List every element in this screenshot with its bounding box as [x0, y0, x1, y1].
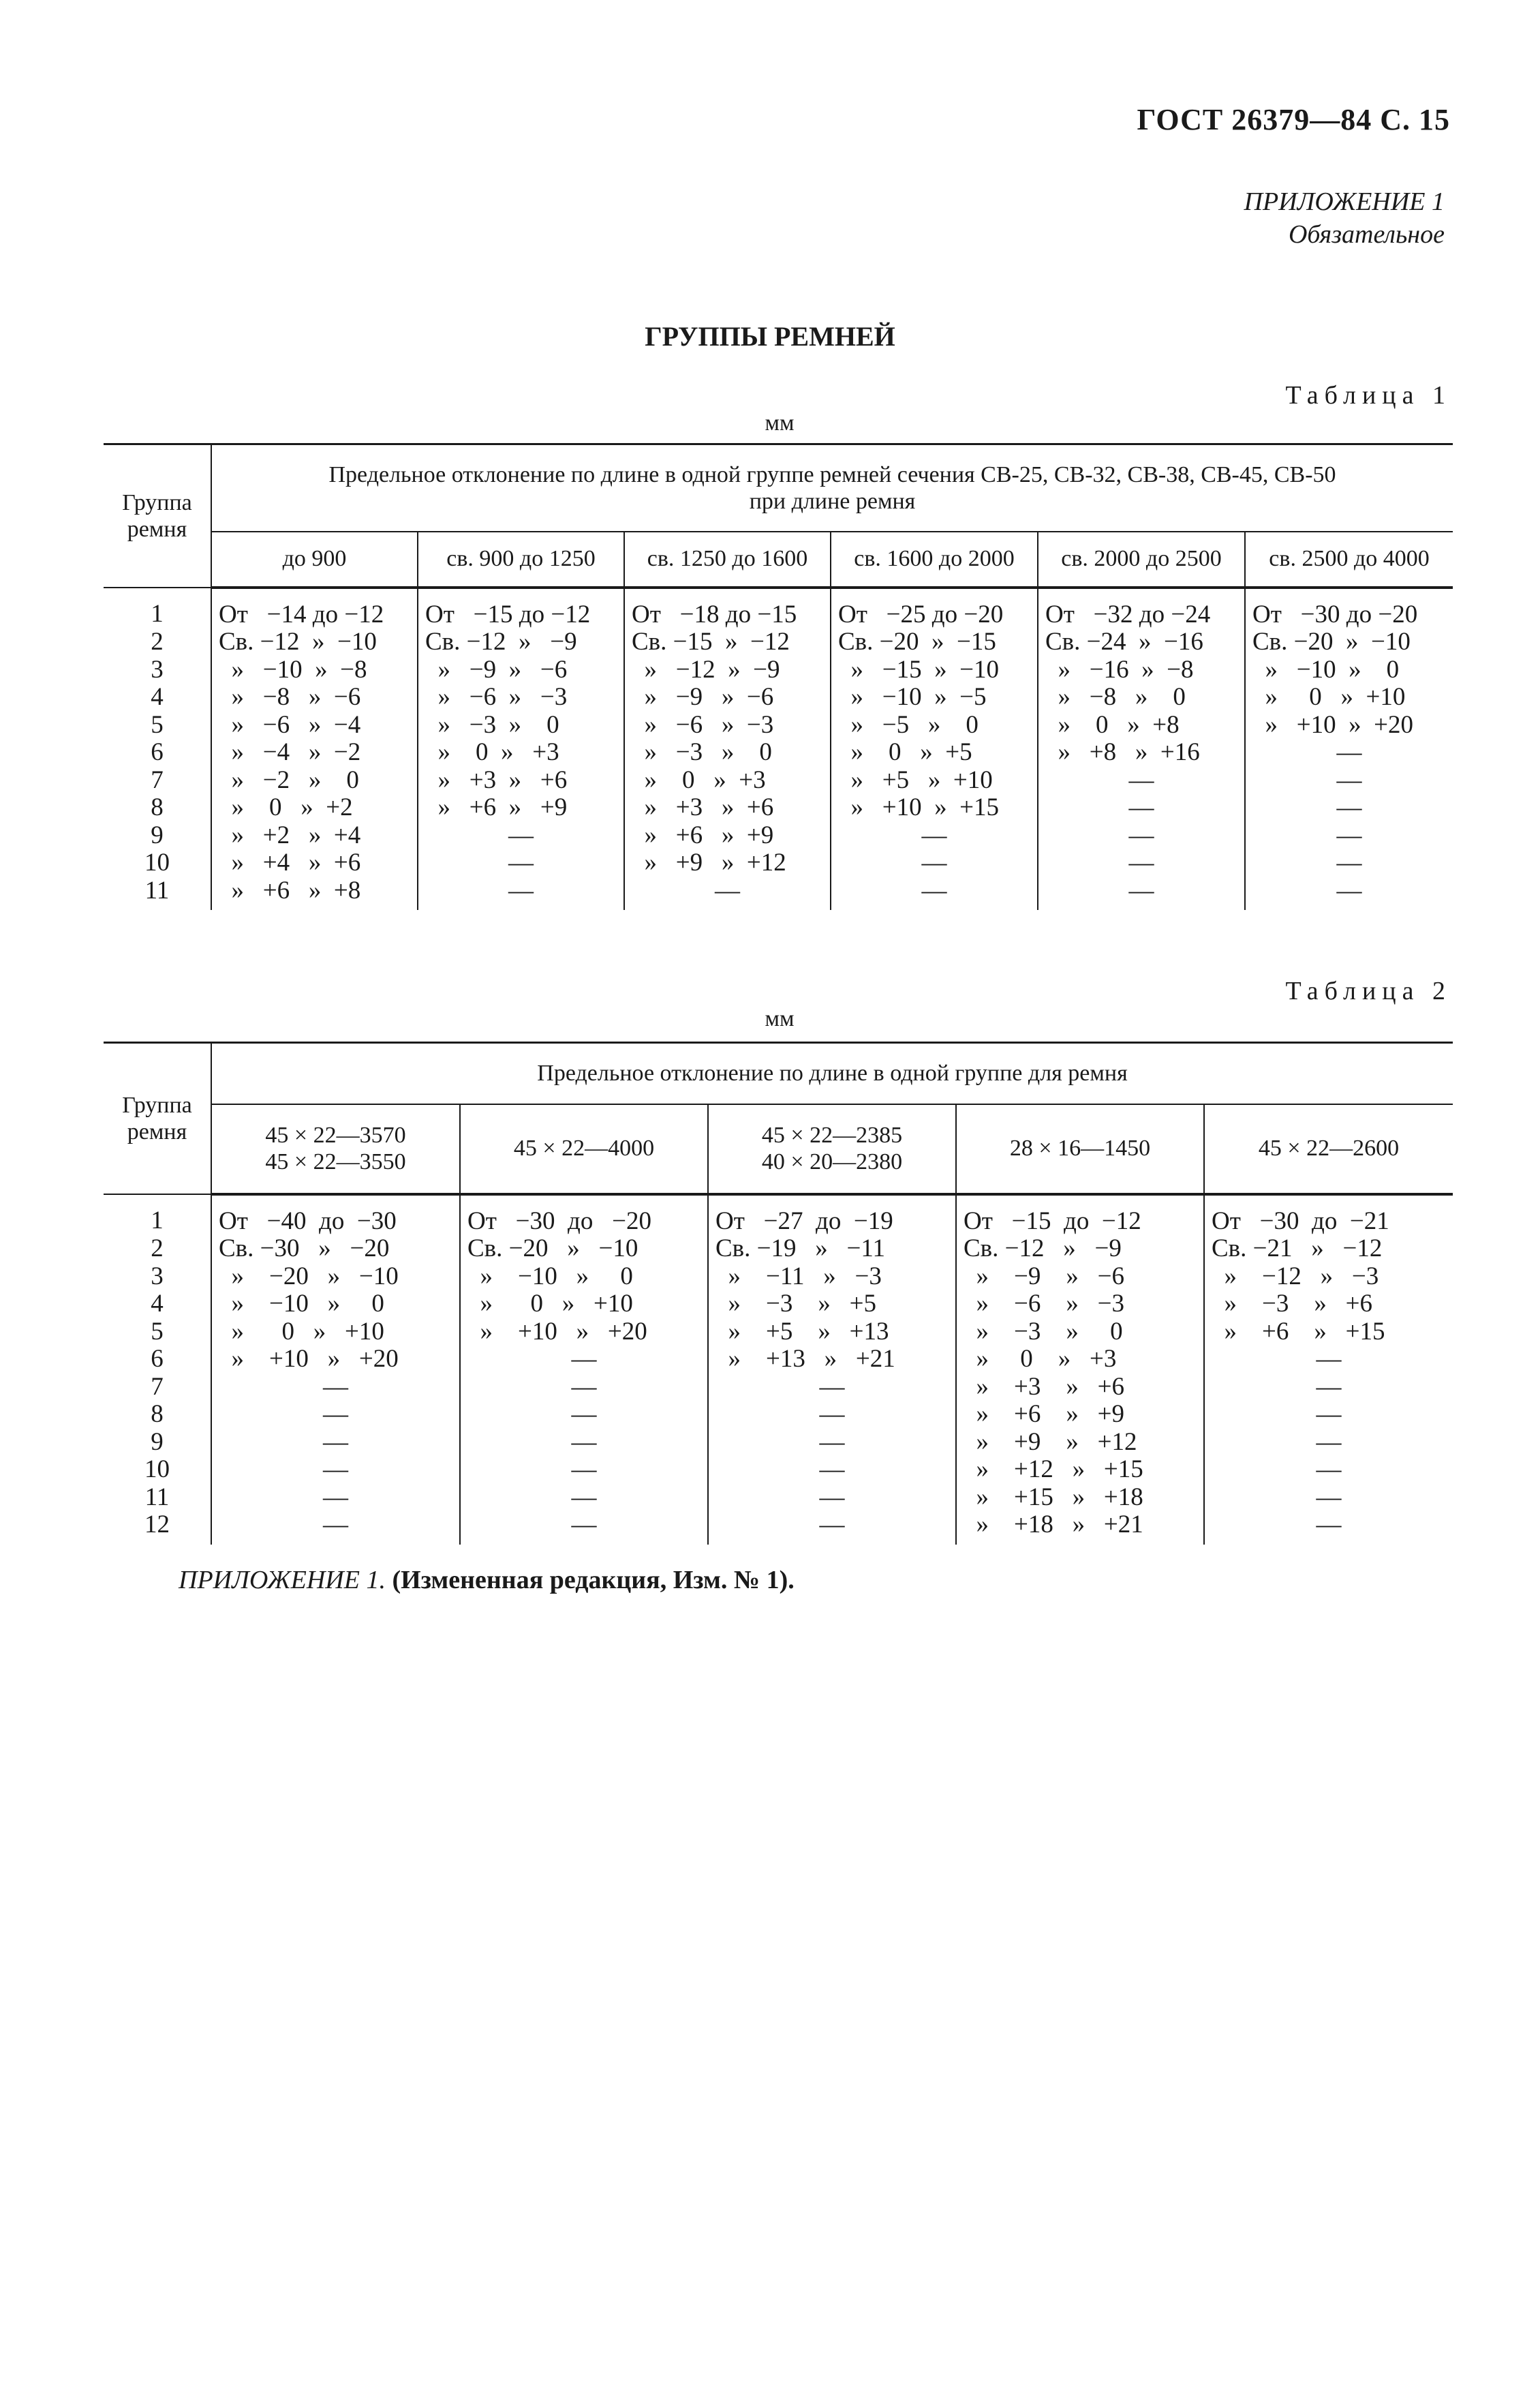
deviation-cell: — — [708, 1484, 956, 1512]
deviation-cell: » −6 » −4 — [211, 712, 418, 740]
deviation-cell: » −16 » −8 — [1038, 656, 1245, 684]
deviation-cell: — — [1245, 877, 1453, 911]
deviation-cell: — — [418, 849, 624, 877]
deviation-cell: » −20 » −10 — [211, 1263, 460, 1291]
deviation-cell: » −6 » −3 — [624, 712, 831, 740]
deviation-cell: — — [1245, 739, 1453, 767]
group-number: 10 — [104, 849, 211, 877]
deviation-cell: — — [460, 1511, 708, 1545]
deviation-cell: » +10 » +20 — [211, 1346, 460, 1373]
deviation-cell: — — [1038, 849, 1245, 877]
group-number: 11 — [104, 1484, 211, 1512]
deviation-cell: » −5 » 0 — [831, 712, 1038, 740]
deviation-cell: — — [460, 1429, 708, 1457]
group-number: 12 — [104, 1511, 211, 1545]
deviation-cell: — — [708, 1429, 956, 1457]
table-row — [104, 1511, 1453, 1545]
deviation-cell: — — [211, 1401, 460, 1429]
table2-column-header: 28 × 16—1450 — [956, 1104, 1204, 1194]
deviation-cell: » −10 » 0 — [211, 1290, 460, 1318]
deviation-cell: — — [418, 822, 624, 850]
deviation-cell: — — [211, 1456, 460, 1484]
table-row — [104, 1456, 1453, 1484]
deviation-cell: Св. −15 » −12 — [624, 628, 831, 656]
deviation-cell: » 0 » +3 — [956, 1346, 1204, 1373]
table-row — [104, 712, 1453, 740]
group-number: 6 — [104, 739, 211, 767]
deviation-cell: » +6 » +9 — [624, 822, 831, 850]
table2-column-header: 45 × 22—2600 — [1204, 1104, 1453, 1194]
deviation-cell: — — [831, 877, 1038, 911]
deviation-cell: — — [211, 1429, 460, 1457]
deviation-cell: — — [1204, 1484, 1453, 1512]
deviation-cell: » −9 » −6 — [418, 656, 624, 684]
deviation-cell: » −10 » 0 — [1245, 656, 1453, 684]
table-row — [104, 794, 1453, 822]
deviation-cell: — — [708, 1373, 956, 1401]
appendix-status: Обязательное — [1288, 220, 1445, 249]
deviation-cell: Св. −19 » −11 — [708, 1235, 956, 1263]
deviation-cell: » +6 » +8 — [211, 877, 418, 911]
table2-caption: Таблица 2 — [1285, 977, 1451, 1005]
deviation-cell: — — [460, 1484, 708, 1512]
group-number: 6 — [104, 1346, 211, 1373]
appendix-block — [1244, 185, 1445, 251]
table1-column-headers — [104, 532, 1453, 588]
deviation-cell: » +10 » +20 — [460, 1318, 708, 1346]
deviation-cell: » −8 » 0 — [1038, 684, 1245, 712]
deviation-cell: » −4 » −2 — [211, 739, 418, 767]
deviation-cell: » +12 » +15 — [956, 1456, 1204, 1484]
table-row — [104, 1318, 1453, 1346]
deviation-cell: » +5 » +13 — [708, 1318, 956, 1346]
table-row — [104, 822, 1453, 850]
deviation-cell: От −18 до −15 — [624, 588, 831, 629]
deviation-cell: » −3 » 0 — [418, 712, 624, 740]
table-row — [104, 1346, 1453, 1373]
deviation-cell: » +10 » +15 — [831, 794, 1038, 822]
deviation-cell: — — [708, 1456, 956, 1484]
section-title: ГРУППЫ РЕМНЕЙ — [645, 321, 895, 352]
group-number: 11 — [104, 877, 211, 911]
group-number: 9 — [104, 822, 211, 850]
deviation-cell: От −40 до −30 — [211, 1194, 460, 1236]
deviation-cell: — — [1204, 1373, 1453, 1401]
deviation-cell: — — [1038, 822, 1245, 850]
deviation-cell: — — [211, 1511, 460, 1545]
group-number: 4 — [104, 684, 211, 712]
deviation-cell: От −32 до −24 — [1038, 588, 1245, 629]
table-row — [104, 767, 1453, 795]
deviation-cell: Св. −20 » −10 — [460, 1235, 708, 1263]
deviation-cell: » −12 » −9 — [624, 656, 831, 684]
deviation-cell: Св. −20 » −10 — [1245, 628, 1453, 656]
deviation-cell: — — [1038, 877, 1245, 911]
deviation-cell: — — [418, 877, 624, 911]
table1-column-header: св. 2000 до 2500 — [1038, 532, 1245, 588]
deviation-cell: » −9 » −6 — [956, 1263, 1204, 1291]
deviation-cell: — — [624, 877, 831, 911]
deviation-cell: » 0 » +10 — [1245, 684, 1453, 712]
table-row — [104, 684, 1453, 712]
group-number: 7 — [104, 1373, 211, 1401]
deviation-cell: От −15 до −12 — [418, 588, 624, 629]
note-appendix-ref: ПРИЛОЖЕНИЕ 1. — [179, 1566, 386, 1594]
deviation-cell: » +4 » +6 — [211, 849, 418, 877]
table1-group-header: Группа ремня — [104, 444, 211, 588]
table2-column-headers — [104, 1104, 1453, 1194]
table2-unit: мм — [765, 1006, 795, 1031]
group-number: 5 — [104, 1318, 211, 1346]
deviation-cell: » +3 » +6 — [624, 794, 831, 822]
deviation-cell: » −9 » −6 — [624, 684, 831, 712]
table-row — [104, 1401, 1453, 1429]
deviation-cell: От −30 до −21 — [1204, 1194, 1453, 1236]
deviation-cell: » −11 » −3 — [708, 1263, 956, 1291]
table-row — [104, 1235, 1453, 1263]
deviation-cell: » 0 » +5 — [831, 739, 1038, 767]
table-row — [104, 1484, 1453, 1512]
table-row — [104, 1373, 1453, 1401]
group-number: 8 — [104, 794, 211, 822]
deviation-cell: » −12 » −3 — [1204, 1263, 1453, 1291]
deviation-cell: » +18 » +21 — [956, 1511, 1204, 1545]
deviation-cell: » +3 » +6 — [956, 1373, 1204, 1401]
deviation-cell: — — [1038, 767, 1245, 795]
deviation-cell: — — [708, 1511, 956, 1545]
deviation-cell: » +10 » +20 — [1245, 712, 1453, 740]
group-number: 2 — [104, 1235, 211, 1263]
page-header: ГОСТ 26379—84 С. 15 — [1137, 103, 1450, 136]
deviation-cell: — — [1245, 849, 1453, 877]
group-number: 2 — [104, 628, 211, 656]
deviation-cell: — — [1204, 1511, 1453, 1545]
group-number: 1 — [104, 1194, 211, 1236]
table-row — [104, 1263, 1453, 1291]
deviation-cell: Св. −21 » −12 — [1204, 1235, 1453, 1263]
group-number: 8 — [104, 1401, 211, 1429]
table-row — [104, 1429, 1453, 1457]
table1-caption: Таблица 1 — [1285, 381, 1451, 410]
deviation-cell: » 0 » +3 — [624, 767, 831, 795]
deviation-cell: Св. −12 » −10 — [211, 628, 418, 656]
table1-column-header: до 900 — [211, 532, 418, 588]
deviation-cell: — — [211, 1373, 460, 1401]
deviation-cell: » 0 » +3 — [418, 739, 624, 767]
deviation-cell: — — [1204, 1401, 1453, 1429]
deviation-cell: От −14 до −12 — [211, 588, 418, 629]
deviation-cell: » −3 » +6 — [1204, 1290, 1453, 1318]
deviation-cell: » −2 » 0 — [211, 767, 418, 795]
deviation-cell: » −10 » −8 — [211, 656, 418, 684]
group-number: 1 — [104, 588, 211, 629]
deviation-cell: » +6 » +15 — [1204, 1318, 1453, 1346]
deviation-cell: — — [1204, 1456, 1453, 1484]
table2-column-header: 45 × 22—2385 40 × 20—2380 — [708, 1104, 956, 1194]
group-number: 9 — [104, 1429, 211, 1457]
deviation-cell: — — [211, 1484, 460, 1512]
table2-column-header: 45 × 22—4000 — [460, 1104, 708, 1194]
deviation-cell: — — [831, 822, 1038, 850]
deviation-cell: » −10 » −5 — [831, 684, 1038, 712]
deviation-cell: От −15 до −12 — [956, 1194, 1204, 1236]
deviation-cell: » −6 » −3 — [418, 684, 624, 712]
group-number: 3 — [104, 1263, 211, 1291]
group-number: 3 — [104, 656, 211, 684]
group-number: 10 — [104, 1456, 211, 1484]
deviation-cell: — — [1038, 794, 1245, 822]
deviation-cell: Св. −30 » −20 — [211, 1235, 460, 1263]
amendment-note — [179, 1565, 795, 1595]
deviation-cell: » −10 » 0 — [460, 1263, 708, 1291]
group-number: 7 — [104, 767, 211, 795]
deviation-cell: » 0 » +10 — [211, 1318, 460, 1346]
group-number: 4 — [104, 1290, 211, 1318]
deviation-cell: » +6 » +9 — [956, 1401, 1204, 1429]
deviation-cell: » +9 » +12 — [624, 849, 831, 877]
deviation-cell: От −25 до −20 — [831, 588, 1038, 629]
table1-span-header: Предельное отклонение по длине в одной группе ремней сечения СВ-25, СВ-32, СВ-38, СВ-45, СВ-50 при длине ремня — [211, 444, 1453, 532]
deviation-cell: » 0 » +2 — [211, 794, 418, 822]
note-text: (Измененная редакция, Изм. № 1). — [385, 1566, 795, 1594]
deviation-cell: — — [1204, 1346, 1453, 1373]
table-row — [104, 739, 1453, 767]
deviation-cell: » +8 » +16 — [1038, 739, 1245, 767]
table1 — [104, 443, 1453, 910]
table-row — [104, 1290, 1453, 1318]
deviation-cell: » +9 » +12 — [956, 1429, 1204, 1457]
deviation-cell: — — [1245, 794, 1453, 822]
deviation-cell: » −3 » 0 — [624, 739, 831, 767]
deviation-cell: » 0 » +8 — [1038, 712, 1245, 740]
deviation-cell: — — [460, 1373, 708, 1401]
group-number: 5 — [104, 712, 211, 740]
table-row — [104, 628, 1453, 656]
deviation-cell: От −27 до −19 — [708, 1194, 956, 1236]
deviation-cell: От −30 до −20 — [460, 1194, 708, 1236]
deviation-cell: От −30 до −20 — [1245, 588, 1453, 629]
deviation-cell: » +5 » +10 — [831, 767, 1038, 795]
table-row — [104, 656, 1453, 684]
table2 — [104, 1042, 1453, 1545]
deviation-cell: » −15 » −10 — [831, 656, 1038, 684]
deviation-cell: — — [460, 1456, 708, 1484]
deviation-cell: — — [1245, 822, 1453, 850]
table-row — [104, 849, 1453, 877]
deviation-cell: » −3 » +5 — [708, 1290, 956, 1318]
table-row — [104, 877, 1453, 911]
table1-column-header: св. 1250 до 1600 — [624, 532, 831, 588]
table2-column-header: 45 × 22—3570 45 × 22—3550 — [211, 1104, 460, 1194]
deviation-cell: » −8 » −6 — [211, 684, 418, 712]
table2-group-header: Группа ремня — [104, 1043, 211, 1194]
deviation-cell: » −3 » 0 — [956, 1318, 1204, 1346]
deviation-cell: » +13 » +21 — [708, 1346, 956, 1373]
table-row — [104, 588, 1453, 629]
table1-column-header: св. 1600 до 2000 — [831, 532, 1038, 588]
deviation-cell: Св. −12 » −9 — [418, 628, 624, 656]
deviation-cell: — — [1204, 1429, 1453, 1457]
deviation-cell: Св. −20 » −15 — [831, 628, 1038, 656]
appendix-title: ПРИЛОЖЕНИЕ 1 — [1244, 187, 1445, 216]
deviation-cell: — — [460, 1401, 708, 1429]
deviation-cell: Св. −12 » −9 — [956, 1235, 1204, 1263]
deviation-cell: » +3 » +6 — [418, 767, 624, 795]
deviation-cell: — — [708, 1401, 956, 1429]
table1-unit: мм — [765, 410, 795, 436]
deviation-cell: — — [1245, 767, 1453, 795]
deviation-cell: Св. −24 » −16 — [1038, 628, 1245, 656]
deviation-cell: — — [831, 849, 1038, 877]
deviation-cell: » −6 » −3 — [956, 1290, 1204, 1318]
table2-span-header: Предельное отклонение по длине в одной группе для ремня — [211, 1043, 1453, 1104]
table-row — [104, 1194, 1453, 1236]
deviation-cell: » 0 » +10 — [460, 1290, 708, 1318]
deviation-cell: » +2 » +4 — [211, 822, 418, 850]
table1-column-header: св. 2500 до 4000 — [1245, 532, 1453, 588]
deviation-cell: » +15 » +18 — [956, 1484, 1204, 1512]
table1-column-header: св. 900 до 1250 — [418, 532, 624, 588]
deviation-cell: » +6 » +9 — [418, 794, 624, 822]
deviation-cell: — — [460, 1346, 708, 1373]
